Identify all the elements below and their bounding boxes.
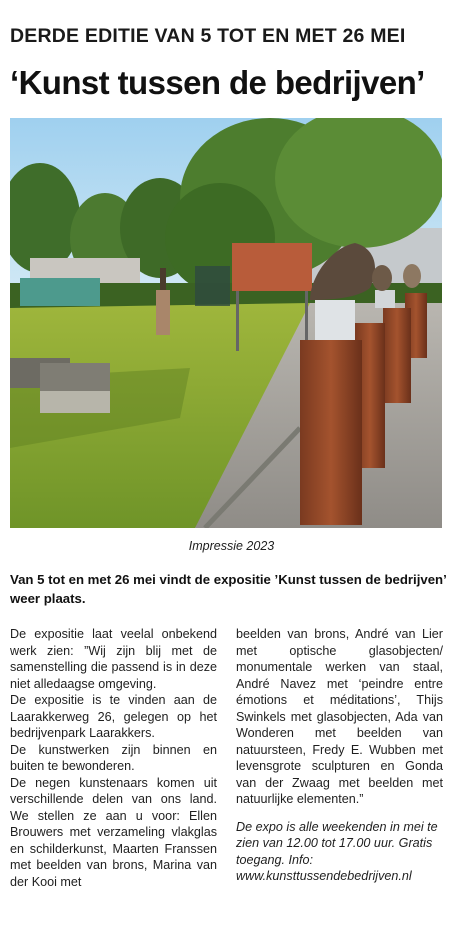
body-column-left bbox=[10, 626, 217, 890]
photo-sculpture-garden bbox=[10, 118, 442, 528]
lead-paragraph: Van 5 tot en met 26 mei vindt de expositie ’Kunst tussen de bedrijven’ weer plaats. bbox=[10, 572, 447, 606]
headline: ‘Kunst tussen de bedrijven’ bbox=[10, 64, 425, 101]
body-paragraph: De kunstwerken zijn binnen en buiten te bewonderen. bbox=[10, 742, 217, 773]
body-paragraph: De expositie is te vinden aan de Laarakkerweg 26, gelegen op het bedrijvenpark Laarakkers. bbox=[10, 693, 217, 740]
body-paragraph: De negen kunstenaars komen uit verschillende delen van ons land. We stellen ze aan u voor: Ellen Brouwers met verzameling vlakglas en schilderkunst, Maarten Franssen met beelden van brons, Marina van der Kooi met bbox=[10, 775, 217, 889]
body-column-right bbox=[236, 626, 443, 885]
photo-caption: Impressie 2023 bbox=[188, 539, 275, 553]
body-paragraph: De expositie laat veelal onbekend werk zien: ”Wij zijn blij met de samenstelling die passend is in deze niet alledaagse omgeving. bbox=[10, 627, 217, 691]
info-note: De expo is alle weekenden in mei te zien van 12.00 tot 17.00 uur. Gratis toegang. Info: www.kunsttussendebedrijven.nl bbox=[236, 819, 438, 883]
body-paragraph: beelden van brons, André van Lier met optische glasobjecten/ monumentale werken van staal, André Navez met ‘peindre entre émotions et méditations’, Thijs Swinkels met glasobjecten, Ada van Wonderen met beelden van natuursteen, Fredy E. Wubben met levensgrote sculpturen en Gonda van der Zwaag met beelden met natuurlijke elementen.” bbox=[236, 627, 443, 806]
kicker: DERDE EDITIE VAN 5 TOT EN MET 26 MEI bbox=[10, 25, 406, 47]
